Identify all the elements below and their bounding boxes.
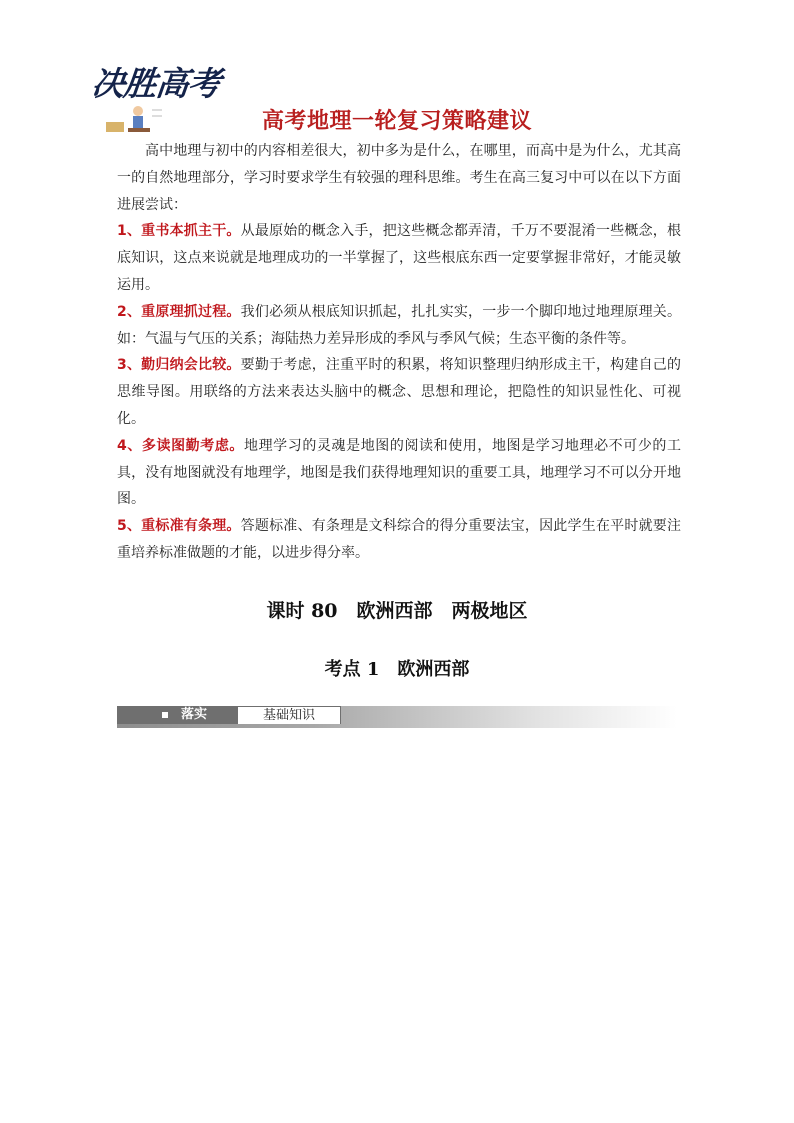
- logo-text: 决胜高考: [89, 64, 222, 103]
- item-paragraph-1: [117, 218, 681, 298]
- section-bar: [117, 706, 677, 728]
- item-text: 答题标准、有条理是文科综合的得分重要法宝，因此学生在平时就要注重培养标准做题的才能，以进步得分率。: [117, 518, 682, 561]
- item-lead: 5、重标准有条理。: [117, 518, 241, 535]
- item-lead: 3、勤归纳会比较。: [117, 357, 241, 374]
- intro-paragraph: 高中地理与初中的内容相差很大，初中多为是什么，在哪里，而高中是为什么，尤其高一的自然地理部分，学习时要求学生有较强的理科思维。考生在高三复习中可以在以下方面进展尝试：: [117, 143, 681, 213]
- item-text: 要勤于考虑，注重平时的积累，将知识整理归纳形成主干，构建自己的思维导图。用联络的方法来表达头脑中的概念、思想和理论，把隐性的知识显性化、可视化。: [117, 357, 682, 427]
- square-bullet-icon: [162, 712, 168, 718]
- section-bar-tab: 基础知识: [237, 706, 341, 724]
- item-text: 从最原始的概念入手，把这些概念都弄清，千万不要混淆一些概念，根底知识，这点来说就是地理成功的一半掌握了，这些根底东西一定要掌握非常好，才能灵敏运用。: [117, 223, 682, 293]
- item-text: 地理学习的灵魂是地图的阅读和使用，地图是学习地理必不可少的工具，没有地图就没有地理学，地图是我们获得地理知识的重要工具，地理学习不可以分开地图。: [117, 437, 681, 508]
- item-paragraph-5: [117, 513, 681, 567]
- document-title: 高考地理一轮复习策略建议: [261, 109, 532, 134]
- point-title: 考点 1 欧洲西部: [324, 659, 470, 680]
- item-paragraph-2: [117, 299, 681, 353]
- section-bar-label: [117, 706, 237, 724]
- item-lead: 1、重书本抓主干。: [117, 223, 241, 240]
- content-body: [117, 138, 681, 567]
- item-paragraph-4: [117, 433, 681, 513]
- item-paragraph-3: [117, 352, 681, 432]
- item-lead: 2、重原理抓过程。: [117, 303, 241, 320]
- section-bar-left-text: 落实: [181, 707, 208, 722]
- item-text: 我们必须从根底知识抓起，扎扎实实，一步一个脚印地过地理原理关。如：气温与气压的关系；海陆热力差异形成的季风与季风气候；生态平衡的条件等。: [117, 303, 682, 347]
- item-lead: 4、多读图勤考虑。: [117, 437, 245, 454]
- lesson-title: 课时 80 欧洲西部 两极地区: [266, 600, 528, 622]
